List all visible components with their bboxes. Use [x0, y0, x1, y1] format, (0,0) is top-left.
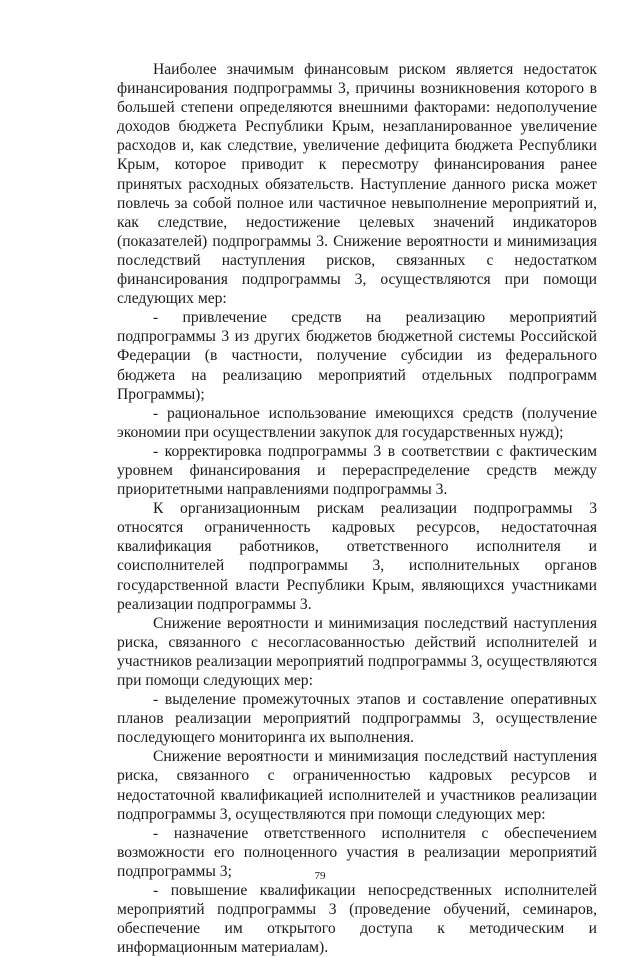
page-number: 79 [314, 870, 326, 882]
list-item-intermediate-stages: - выделение промежуточных этапов и составление оперативных планов реализации мероприятий подпрограммы 3, осуществление последующего мониторинга их выполнения. [117, 691, 597, 747]
list-item-attract-funds: - привлечение средств на реализацию мероприятий подпрограммы 3 из других бюджетов бюджетной системы Российской Федерации (в частности, получение субсидии из федерального бюджета на реализацию мероприятий отдельных подпрограмм Программы); [117, 309, 597, 403]
list-item-rational-use: - рациональное использование имеющихся средств (получение экономии при осуществлении закупок для государственных нужд); [117, 404, 597, 441]
list-item-appoint-executor: - назначение ответственного исполнителя с обеспечением возможности его полноценного участия в реализации мероприятий подпрограммы 3; [117, 824, 597, 880]
paragraph-organizational-risks: К организационным рискам реализации подпрограммы 3 относятся ограниченность кадровых ресурсов, недостаточная квалификация работников, ответственного исполнителя и соисполнителей подпрограммы 3, исполнительных органов государственной власти Республики Крым, являющихся участниками реализации подпрограммы 3. [117, 500, 597, 613]
paragraph-coordination-risk: Снижение вероятности и минимизация последствий наступления риска, связанного с несогласованностью действий исполнителей и участников реализации мероприятий подпрограммы 3, осуществляются при помощи следующих мер: [117, 614, 597, 689]
paragraph-staffing-risk: Снижение вероятности и минимизация последствий наступления риска, связанного с ограниченностью кадровых ресурсов и недостаточной квалификацией исполнителей и участников реализации подпрограммы 3, осуществляются при помощи следующих мер: [117, 748, 597, 823]
list-item-qualification: - повышение квалификации непосредственных исполнителей мероприятий подпрограммы 3 (проведение обучений, семинаров, обеспечение им открытого доступа к методическим и информационным материалам). [117, 882, 597, 957]
document-body [117, 60, 597, 957]
paragraph-financial-risk: Наиболее значимым финансовым риском является недостаток финансирования подпрограммы 3, причины возникновения которого в большей степени определяются внешними факторами: недополучение доходов бюджета Республики Крым, незапланированное увеличение расходов и, как следствие, увеличение дефицита бюджета Республики Крым, которое приводит к пересмотру финансирования ранее принятых расходных обязательств. Наступление данного риска может повлечь за собой полное или частичное невыполнение мероприятий и, как следствие, недостижение целевых значений индикаторов (показателей) подпрограммы 3. Снижение вероятности и минимизация последствий наступления рисков, связанных с недостатком финансирования подпрограммы 3, осуществляются при помощи следующих мер: [117, 61, 597, 308]
list-item-adjustment: - корректировка подпрограммы 3 в соответствии с фактическим уровнем финансирования и перераспределение средств между приоритетными направлениями подпрограммы 3. [117, 442, 597, 499]
